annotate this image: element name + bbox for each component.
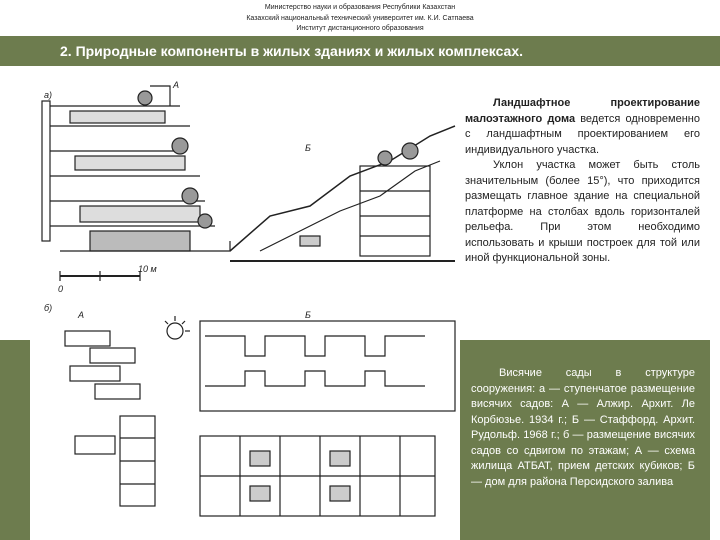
label-b: б) [44,303,53,313]
header-line-university: Казахский национальный технический университет им. К.И. Сатпаева [246,14,474,22]
label-a: а) [44,90,53,100]
scale-zero-label: 0 [58,284,64,294]
landscape-design-bold: Ландшафтное проектирование малоэтажного дома [465,97,700,125]
scale-end-label: 10 м [138,264,157,274]
architectural-drawing [30,66,460,540]
caption-paragraph: Висячие сады в структуре сооружения: а — ступенчатое размещение висячих садов: А — Алжир. Архит. Ле Корбюзье. 1934 г.; Б — Стаффорд. Архит. Рудольф. 1968 г.; б — размещение висячих садов со сдвигом по этажам; А — схема жилища АТБАТ, прием детских кубиков; Б — дом для района Персидского залива [471,367,695,488]
institution-header [0,0,720,36]
label-a-upper-B: Б [305,143,311,153]
label-b-lower-A: А [78,310,85,320]
caption-text [471,366,695,490]
building-a-column [42,101,50,241]
label-b-lower-B: Б [305,310,311,320]
label-a-upper-A: А [173,80,180,90]
slope-paragraph: Уклон участка может быть столь значительным (более 15°), что приходится размещать главное здание на специальной платформе на столбах вдоль горизонталей рельефа. При этом необходимо использовать и крыши построек для той или иной функциональной зоны. [465,159,700,264]
hanging-gardens-illustration [30,66,460,540]
building-b-core [360,166,430,256]
slide-title: 2. Природные компоненты в жилых зданиях и жилых комплексах. [0,36,720,66]
header-line-institute: Институт дистанционного образования [296,25,424,32]
floor-plan-upper [200,321,455,411]
landscape-design-text [465,96,700,267]
header-line-ministry: Министерство науки и образования Республики Казахстан [264,4,456,11]
green-panel-left [0,340,30,540]
landscape-design-rest: ведется одновременно с ландшафтным проектированием его индивидуального участка. [465,112,700,156]
